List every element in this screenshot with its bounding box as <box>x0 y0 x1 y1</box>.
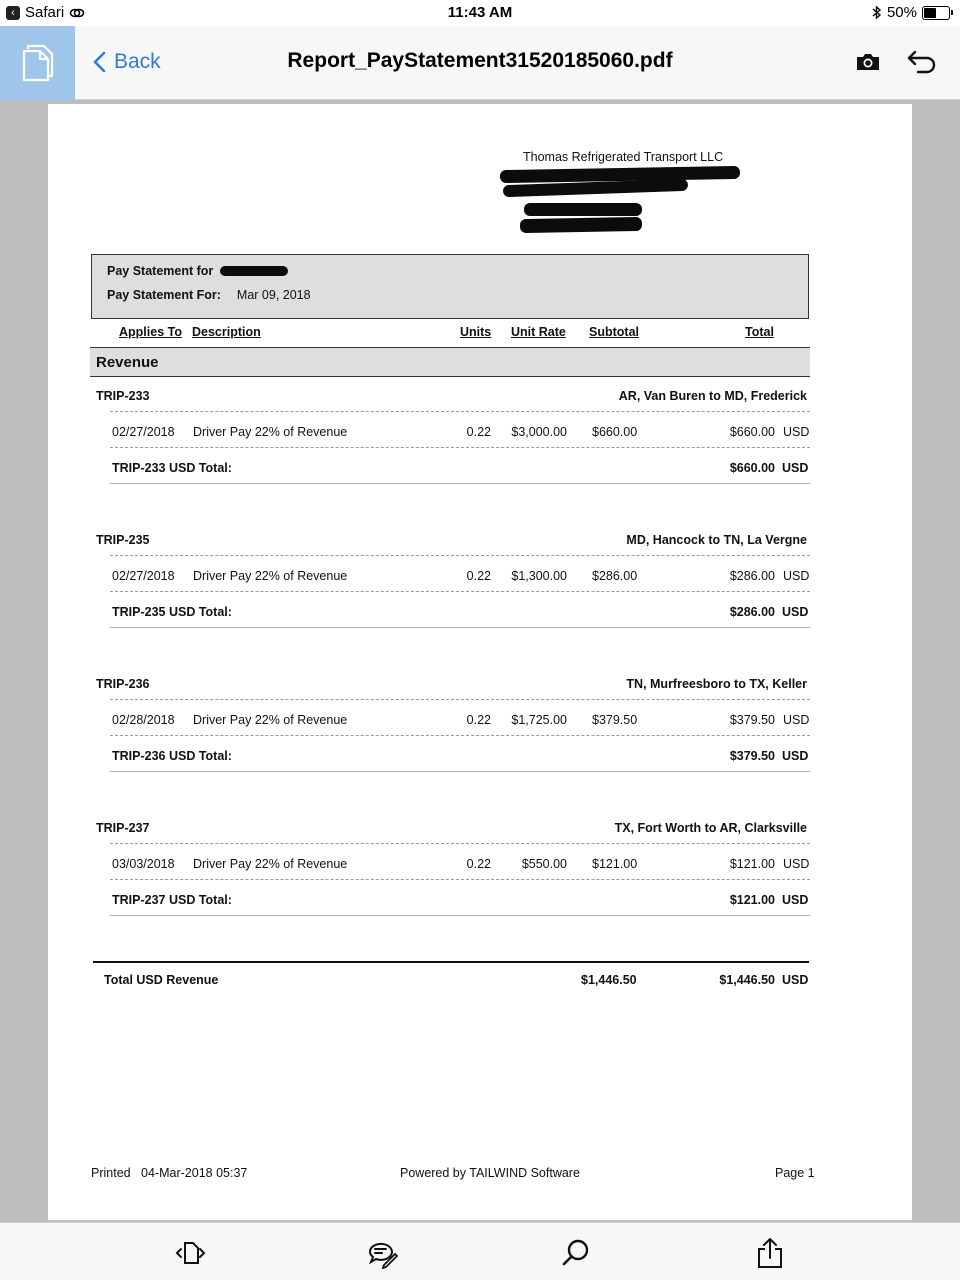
status-time: 11:43 AM <box>447 4 513 21</box>
line-currency: USD <box>783 569 810 583</box>
line-currency: USD <box>783 857 810 871</box>
redaction-mark <box>220 266 288 276</box>
pay-statement-date-row <box>107 288 311 302</box>
powered-by: Powered by TAILWIND Software <box>400 1166 580 1180</box>
line-units: 0.22 <box>466 857 491 871</box>
revenue-section-header <box>90 347 810 377</box>
trip-total-value: $379.50 <box>729 749 775 763</box>
line-unit-rate: $550.00 <box>521 857 567 871</box>
trip-block <box>90 821 810 965</box>
trip-id: TRIP-237 <box>96 821 150 835</box>
line-date: 02/27/2018 <box>112 569 175 583</box>
document-list-button[interactable] <box>0 26 75 100</box>
line-date: 02/27/2018 <box>112 425 175 439</box>
annotate-icon <box>366 1237 398 1269</box>
trip-total-currency: USD <box>782 893 809 907</box>
line-description: Driver Pay 22% of Revenue <box>193 713 348 727</box>
trip-block <box>90 533 810 677</box>
column-total: Total <box>745 325 774 339</box>
printed-info <box>91 1166 247 1180</box>
pay-statement-date: Mar 09, 2018 <box>236 288 311 302</box>
column-subtotal: Subtotal <box>589 325 639 339</box>
line-description: Driver Pay 22% of Revenue <box>193 857 348 871</box>
trip-id: TRIP-236 <box>96 677 150 691</box>
column-applies-to: Applies To <box>119 325 182 339</box>
line-total: $379.50 <box>729 713 775 727</box>
company-name: Thomas Refrigerated Transport LLC <box>523 150 724 164</box>
dashed-divider <box>110 843 810 844</box>
document-icon <box>22 44 54 82</box>
line-description: Driver Pay 22% of Revenue <box>193 569 348 583</box>
column-description: Description <box>192 325 261 339</box>
dashed-divider <box>110 447 810 448</box>
trip-divider <box>110 771 810 772</box>
undo-icon <box>906 48 938 76</box>
bottom-toolbar <box>0 1222 960 1280</box>
pay-statement-for-row <box>107 264 288 278</box>
pay-statement-header-box <box>91 254 809 319</box>
back-button[interactable] <box>93 50 161 74</box>
trip-route: MD, Hancock to TN, La Vergne <box>626 533 807 547</box>
line-description: Driver Pay 22% of Revenue <box>193 425 348 439</box>
trip-total-currency: USD <box>782 605 809 619</box>
dashed-divider <box>110 699 810 700</box>
annotate-button[interactable] <box>366 1237 398 1269</box>
trip-total-value: $660.00 <box>729 461 775 475</box>
trip-id: TRIP-235 <box>96 533 150 547</box>
trip-total-value: $286.00 <box>729 605 775 619</box>
trip-block <box>90 677 810 821</box>
grand-total-divider <box>93 961 809 963</box>
trip-route: AR, Van Buren to MD, Frederick <box>618 389 807 403</box>
back-label: Back <box>114 50 161 73</box>
pdf-page[interactable] <box>48 104 912 1220</box>
redaction-mark <box>520 217 642 233</box>
trip-total-currency: USD <box>782 749 809 763</box>
column-units: Units <box>460 325 492 339</box>
status-right <box>872 4 950 21</box>
line-total: $121.00 <box>729 857 775 871</box>
line-subtotal: $379.50 <box>592 713 638 727</box>
dashed-divider <box>110 411 810 412</box>
page-number: Page 1 <box>775 1166 815 1180</box>
status-bar <box>0 0 960 26</box>
trip-divider <box>110 915 810 916</box>
line-unit-rate: $1,300.00 <box>511 569 567 583</box>
line-units: 0.22 <box>466 425 491 439</box>
trip-total-label: TRIP-237 USD Total: <box>112 893 232 907</box>
line-currency: USD <box>783 425 810 439</box>
line-subtotal: $121.00 <box>592 857 638 871</box>
line-subtotal: $286.00 <box>592 569 638 583</box>
page-flip-button[interactable] <box>174 1237 206 1269</box>
line-date: 03/03/2018 <box>112 857 175 871</box>
share-icon <box>754 1237 786 1269</box>
camera-button[interactable] <box>855 51 881 78</box>
trip-id: TRIP-233 <box>96 389 150 403</box>
line-subtotal: $660.00 <box>592 425 638 439</box>
trip-total-value: $121.00 <box>729 893 775 907</box>
line-total: $660.00 <box>729 425 775 439</box>
dashed-divider <box>110 555 810 556</box>
line-total: $286.00 <box>729 569 775 583</box>
printed-date: 04-Mar-2018 05:37 <box>141 1166 248 1180</box>
column-unit-rate: Unit Rate <box>511 325 566 339</box>
search-icon <box>561 1237 593 1269</box>
trip-divider <box>110 627 810 628</box>
trip-block <box>90 389 810 533</box>
revenue-section-title: Revenue <box>96 354 159 371</box>
undo-button[interactable] <box>906 48 938 81</box>
battery-icon <box>922 6 950 20</box>
line-date: 02/28/2018 <box>112 713 175 727</box>
redaction-mark <box>524 203 642 216</box>
return-app-label[interactable]: Safari <box>25 4 65 21</box>
line-units: 0.22 <box>466 713 491 727</box>
grand-total: $1,446.50 <box>719 973 775 987</box>
battery-percent: 50% <box>886 4 917 21</box>
chevron-left-icon <box>93 51 106 73</box>
share-button[interactable] <box>754 1237 786 1269</box>
trip-route: TN, Murfreesboro to TX, Keller <box>626 677 807 691</box>
trip-divider <box>110 483 810 484</box>
camera-icon <box>855 51 881 73</box>
grand-total-currency: USD <box>782 973 809 987</box>
dashed-divider <box>110 591 810 592</box>
line-unit-rate: $3,000.00 <box>511 425 567 439</box>
nav-bar <box>0 26 960 100</box>
pay-statement-date-label: Pay Statement For: <box>107 288 221 302</box>
trip-total-label: TRIP-233 USD Total: <box>112 461 232 475</box>
trip-total-currency: USD <box>782 461 809 475</box>
bluetooth-icon <box>872 5 882 20</box>
line-units: 0.22 <box>466 569 491 583</box>
dashed-divider <box>110 879 810 880</box>
return-to-app-icon[interactable]: ‹ <box>6 6 20 20</box>
grand-subtotal: $1,446.50 <box>581 973 637 987</box>
battery-fill <box>924 8 936 18</box>
trip-total-label: TRIP-236 USD Total: <box>112 749 232 763</box>
trip-total-label: TRIP-235 USD Total: <box>112 605 232 619</box>
grand-total-label: Total USD Revenue <box>104 973 219 987</box>
pay-statement-for-label: Pay Statement for <box>107 264 214 278</box>
line-unit-rate: $1,725.00 <box>511 713 567 727</box>
printed-label: Printed <box>91 1166 131 1180</box>
search-button[interactable] <box>561 1237 593 1269</box>
line-currency: USD <box>783 713 810 727</box>
pay-statement-document <box>48 104 912 1220</box>
page-flip-icon <box>174 1237 206 1269</box>
trip-route: TX, Fort Worth to AR, Clarksville <box>614 821 807 835</box>
dashed-divider <box>110 735 810 736</box>
document-title-text: Report_PayStatement31520185060.pdf <box>287 49 673 72</box>
